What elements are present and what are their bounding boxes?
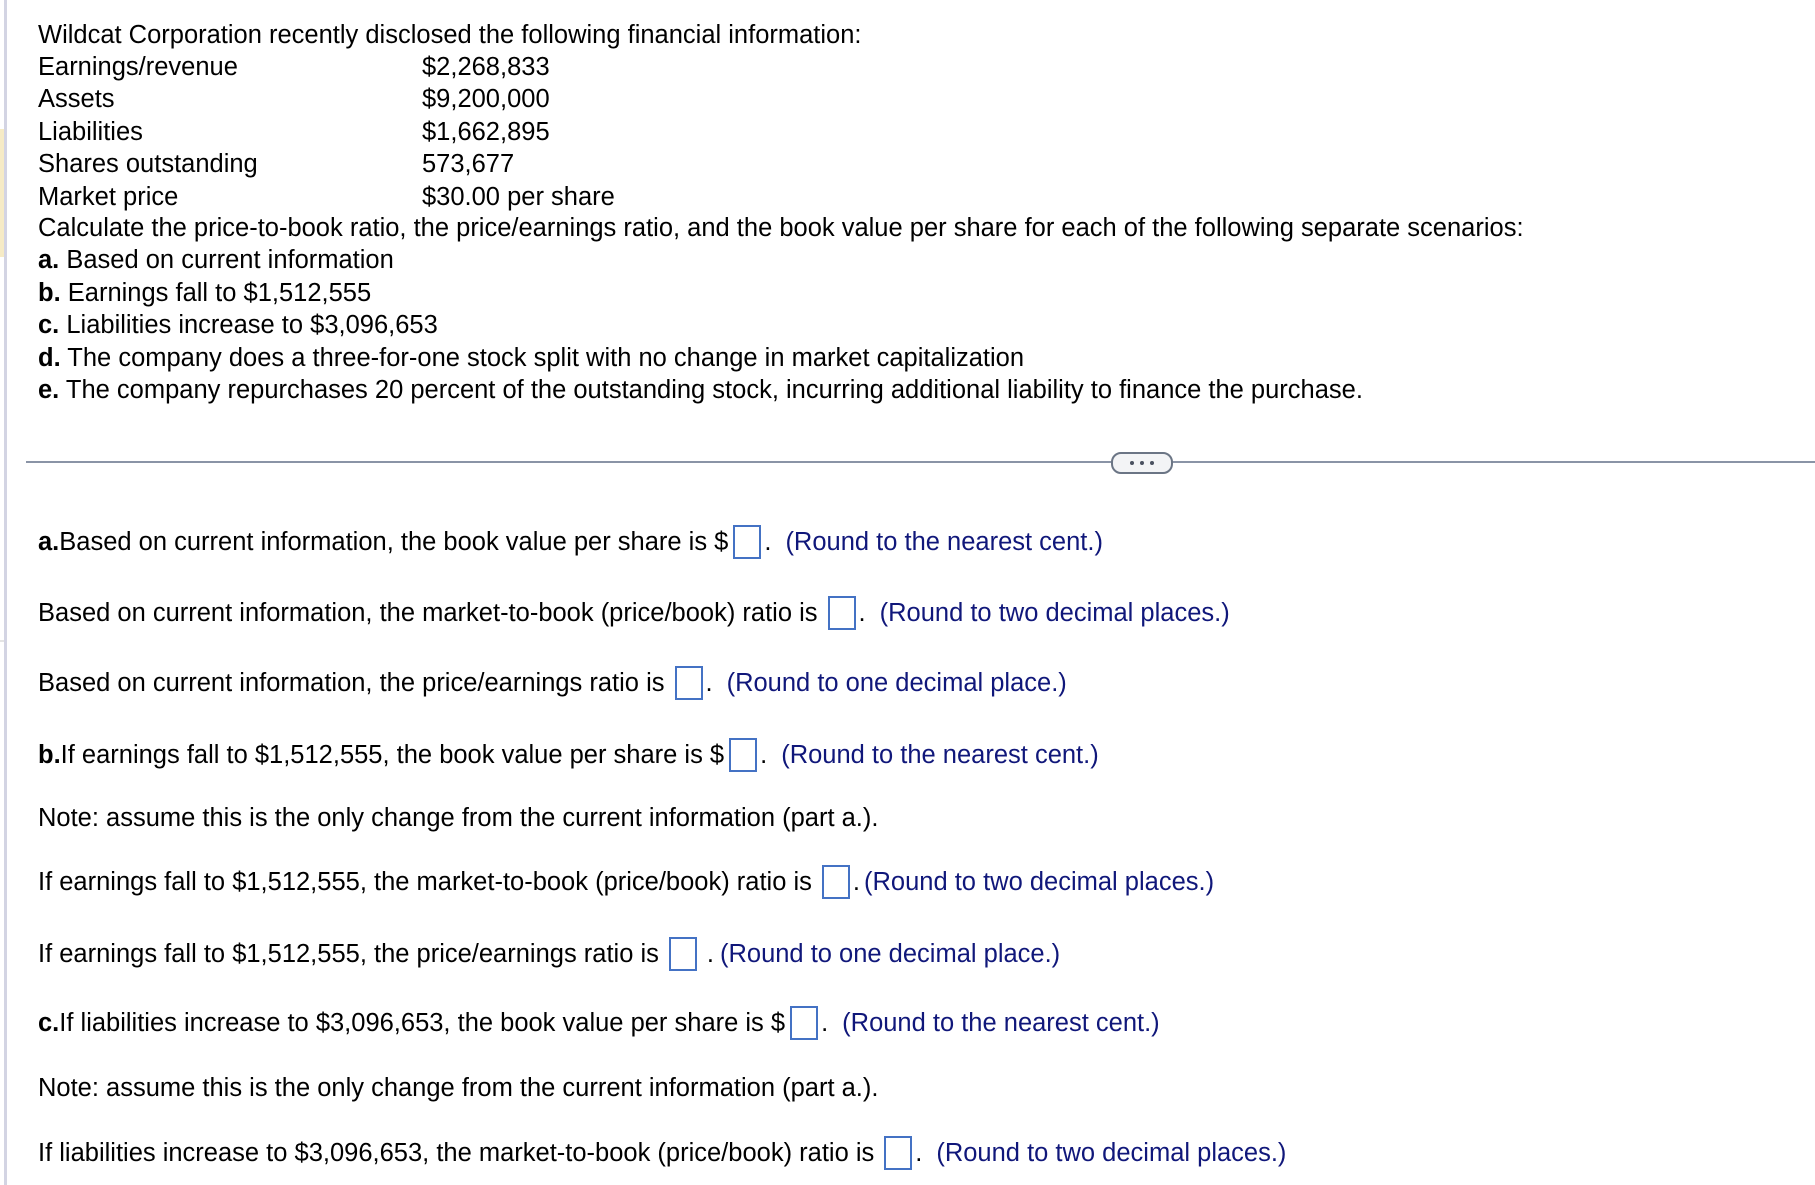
answer-b-price-book <box>38 864 1214 900</box>
question-text: Based on current information, the market-to-book (price/book) ratio is <box>38 599 818 627</box>
answer-input-a-book-value[interactable] <box>733 525 761 559</box>
scenario-e <box>38 375 1363 405</box>
period: . <box>821 1009 829 1037</box>
rounding-hint: (Round to the nearest cent.) <box>781 741 1099 769</box>
answer-a-pe <box>38 665 1067 701</box>
period: . <box>915 1139 923 1167</box>
scenario-text: Based on current information <box>59 246 394 274</box>
period: . <box>852 868 860 896</box>
financial-label-earnings: Earnings/revenue <box>38 53 238 81</box>
answer-a-book-value <box>38 524 1103 560</box>
scenario-letter: a. <box>38 246 60 274</box>
left-highlight-strip <box>0 129 4 257</box>
answer-b-book-value <box>38 737 1099 773</box>
question-text: If earnings fall to $1,512,555, the market-to-book (price/book) ratio is <box>38 868 812 896</box>
question-text: If earnings fall to $1,512,555, the price/earnings ratio is <box>38 940 659 968</box>
answer-input-b-pe[interactable] <box>669 937 697 971</box>
question-text: Based on current information, the price/earnings ratio is <box>38 669 665 697</box>
scenario-a <box>38 245 394 275</box>
rounding-hint: (Round to two decimal places.) <box>936 1139 1287 1167</box>
answer-c-book-value <box>38 1005 1160 1041</box>
question-text: If liabilities increase to $3,096,653, the book value per share is $ <box>59 1009 786 1037</box>
financial-label-market-price: Market price <box>38 183 179 211</box>
rounding-hint: (Round to two decimal places.) <box>879 599 1230 627</box>
rounding-hint: (Round to the nearest cent.) <box>785 528 1103 556</box>
rounding-hint: (Round to one decimal place.) <box>726 669 1067 697</box>
question-text: Based on current information, the book value per share is $ <box>59 528 729 556</box>
note-text: Note: assume this is the only change from the current information (part a.). <box>38 1074 879 1102</box>
answer-input-b-price-book[interactable] <box>822 865 850 899</box>
financial-value-liabilities: $1,662,895 <box>422 118 550 146</box>
answer-input-a-price-book[interactable] <box>828 596 856 630</box>
scenario-text: The company does a three-for-one stock split with no change in market capitalization <box>60 344 1025 372</box>
left-border <box>4 0 7 1185</box>
note-text: Note: assume this is the only change from the current information (part a.). <box>38 804 879 832</box>
period: . <box>760 741 768 769</box>
financial-value-market-price: $30.00 per share <box>422 183 615 211</box>
rounding-hint: (Round to one decimal place.) <box>719 940 1061 968</box>
scenario-letter: e. <box>38 376 60 404</box>
answer-input-c-price-book[interactable] <box>884 1136 912 1170</box>
scenario-d <box>38 343 1024 373</box>
question-text: If liabilities increase to $3,096,653, the market-to-book (price/book) ratio is <box>38 1139 875 1167</box>
financial-value-assets: $9,200,000 <box>422 85 550 113</box>
financial-value-earnings: $2,268,833 <box>422 53 550 81</box>
answer-a-price-book <box>38 595 1230 631</box>
financial-label-liabilities: Liabilities <box>38 118 143 146</box>
section-divider <box>26 461 1815 463</box>
scenario-text: The company repurchases 20 percent of the outstanding stock, incurring additional liability to finance the purchase. <box>59 376 1363 404</box>
financial-value-shares: 573,677 <box>422 150 515 178</box>
note-c <box>38 1070 878 1106</box>
problem-instruction: Calculate the price-to-book ratio, the price/earnings ratio, and the book value per share for each of the following separate scenarios: <box>38 214 1524 242</box>
answer-input-c-book-value[interactable] <box>790 1006 818 1040</box>
scenario-b <box>38 278 371 308</box>
dot-icon <box>1140 461 1144 465</box>
dot-icon <box>1150 461 1154 465</box>
financial-label-assets: Assets <box>38 85 115 113</box>
part-label: c. <box>38 1009 60 1037</box>
rounding-hint: (Round to the nearest cent.) <box>842 1009 1160 1037</box>
part-label: b. <box>38 741 61 769</box>
period: . <box>858 599 866 627</box>
period: . <box>764 528 772 556</box>
answer-b-pe <box>38 936 1060 972</box>
problem-intro: Wildcat Corporation recently disclosed the following financial information: <box>38 21 862 49</box>
scenario-letter: d. <box>38 344 61 372</box>
more-options-button[interactable] <box>1111 452 1173 474</box>
scenario-c <box>38 310 438 340</box>
scenario-text: Liabilities increase to $3,096,653 <box>59 311 438 339</box>
answer-c-price-book <box>38 1135 1286 1171</box>
scenario-text: Earnings fall to $1,512,555 <box>60 279 372 307</box>
answer-input-b-book-value[interactable] <box>729 738 757 772</box>
dot-icon <box>1130 461 1134 465</box>
part-label: a. <box>38 528 60 556</box>
financial-label-shares: Shares outstanding <box>38 150 258 178</box>
period: . <box>705 669 713 697</box>
note-b <box>38 800 878 836</box>
answer-input-a-pe[interactable] <box>675 666 703 700</box>
scenario-letter: b. <box>38 279 61 307</box>
left-tick <box>0 640 4 642</box>
question-text: If earnings fall to $1,512,555, the book value per share is $ <box>60 741 725 769</box>
period: . <box>706 940 714 968</box>
rounding-hint: (Round to two decimal places.) <box>864 868 1215 896</box>
scenario-letter: c. <box>38 311 60 339</box>
